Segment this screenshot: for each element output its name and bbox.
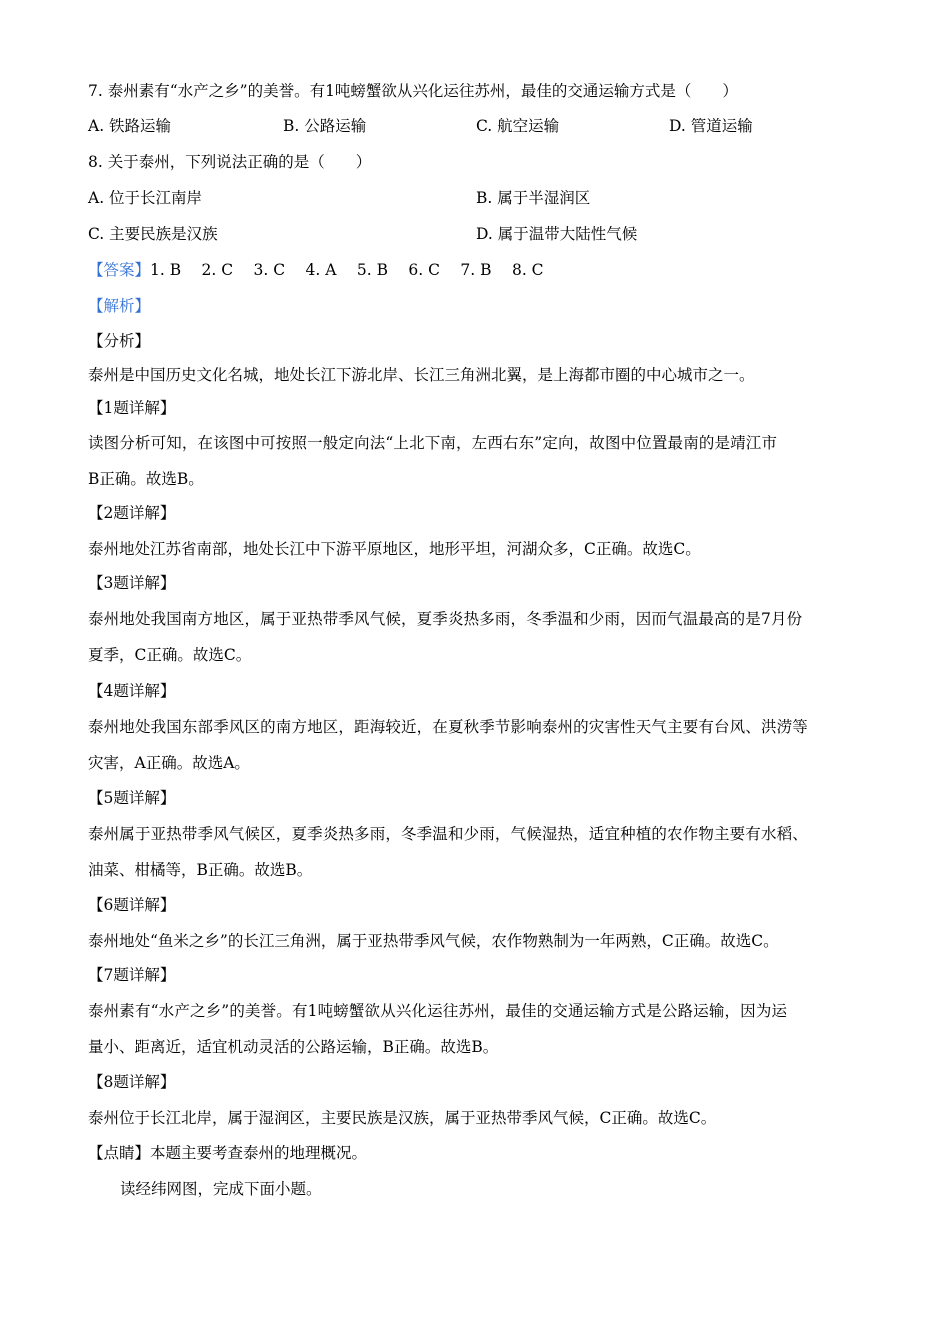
q7-option-a: A. 铁路运输 <box>88 117 172 135</box>
q8-option-c: C. 主要民族是汉族 <box>88 225 218 243</box>
q8-option-d: D. 属于温带大陆性气候 <box>476 225 638 243</box>
q7-option-b: B. 公路运输 <box>283 117 367 135</box>
q8-option-b: B. 属于半湿润区 <box>476 189 591 207</box>
answer-label: 【答案】 <box>88 261 151 279</box>
dianjing-line <box>88 1142 868 1164</box>
dianjing-label: 【点睛】 <box>88 1144 151 1162</box>
fenxi-text: 泰州是中国历史文化名城，地处长江下游北岸、长江三角洲北翼，是上海都市圈的中心城市之一。 <box>88 366 755 384</box>
detail-5-title: 【5题详解】 <box>88 789 176 807</box>
detail-8-title: 【8题详解】 <box>88 1073 176 1091</box>
answer-line <box>88 259 868 281</box>
detail-1-title: 【1题详解】 <box>88 399 176 417</box>
detail-7-line-2: 量小、距离近，适宜机动灵活的公路运输，B正确。故选B。 <box>88 1038 499 1056</box>
analysis-label: 【解析】 <box>88 297 151 315</box>
detail-7-line-1: 泰州素有“水产之乡”的美誉。有1吨螃蟹欲从兴化运往苏州，最佳的交通运输方式是公路运输，因为运 <box>88 1002 788 1020</box>
fenxi-title: 【分析】 <box>88 332 151 350</box>
detail-8-line-1: 泰州位于长江北岸，属于湿润区，主要民族是汉族，属于亚热带季风气候，C正确。故选C。 <box>88 1109 717 1127</box>
detail-1-line-2: B正确。故选B。 <box>88 470 204 488</box>
detail-4-line-2: 灾害，A正确。故选A。 <box>88 754 250 772</box>
detail-2-line-1: 泰州地处江苏省南部，地处长江中下游平原地区，地形平坦，河湖众多，C正确。故选C。 <box>88 540 701 558</box>
detail-1-line-1: 读图分析可知，在该图中可按照一般定向法“上北下南，左西右东”定向，故图中位置最南的是靖江市 <box>88 434 778 452</box>
dianjing-text: 本题主要考查泰州的地理概况。 <box>150 1144 368 1162</box>
detail-4-title: 【4题详解】 <box>88 682 176 700</box>
detail-5-line-1: 泰州属于亚热带季风气候区，夏季炎热多雨，冬季温和少雨，气候湿热，适宜种植的农作物主要有水稻、 <box>88 825 808 843</box>
detail-7-title: 【7题详解】 <box>88 966 176 984</box>
question-7-options <box>88 115 868 137</box>
next-group-intro: 读经纬网图，完成下面小题。 <box>120 1180 322 1198</box>
q7-option-c: C. 航空运输 <box>476 117 560 135</box>
question-8-options-row1 <box>88 187 868 209</box>
detail-3-line-1: 泰州地处我国南方地区，属于亚热带季风气候，夏季炎热多雨，冬季温和少雨，因而气温最高的是7月份 <box>88 610 803 628</box>
detail-2-title: 【2题详解】 <box>88 504 176 522</box>
detail-3-line-2: 夏季，C正确。故选C。 <box>88 646 252 664</box>
detail-5-line-2: 油菜、柑橘等，B正确。故选B。 <box>88 861 313 879</box>
question-7-stem: 7. 泰州素有“水产之乡”的美誉。有1吨螃蟹欲从兴化运往苏州，最佳的交通运输方式是（ ） <box>88 82 738 100</box>
detail-6-title: 【6题详解】 <box>88 896 176 914</box>
q8-option-a: A. 位于长江南岸 <box>88 189 203 207</box>
answer-text: 1. B 2. C 3. C 4. A 5. B 6. C 7. B 8. C <box>150 261 544 279</box>
question-8-stem: 8. 关于泰州，下列说法正确的是（ ） <box>88 153 372 171</box>
detail-3-title: 【3题详解】 <box>88 574 176 592</box>
detail-6-line-1: 泰州地处“鱼米之乡”的长江三角洲，属于亚热带季风气候，农作物熟制为一年两熟，C正确。故选C。 <box>88 932 779 950</box>
question-8-options-row2 <box>88 223 868 245</box>
detail-4-line-1: 泰州地处我国东部季风区的南方地区，距海较近，在夏秋季节影响泰州的灾害性天气主要有台风、洪涝等 <box>88 718 808 736</box>
q7-option-d: D. 管道运输 <box>669 117 753 135</box>
